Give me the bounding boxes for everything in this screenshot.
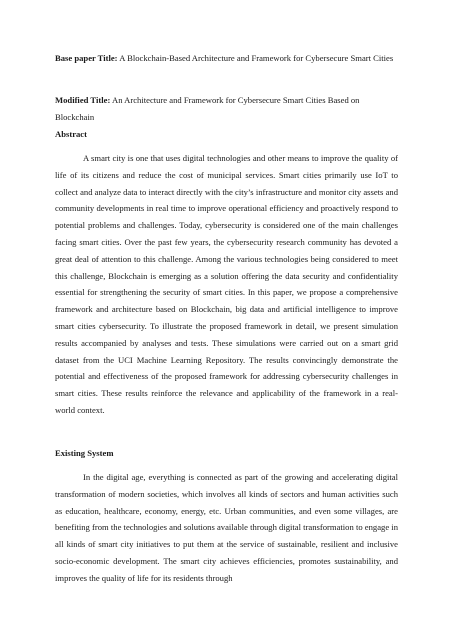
base-paper-text: A Blockchain-Based Architecture and Framework for Cybersecure Smart Cities: [119, 53, 394, 63]
base-paper-title: [55, 50, 398, 67]
base-paper-label: Base paper Title:: [55, 53, 118, 63]
existing-system-heading: Existing System: [55, 448, 114, 458]
modified-title: [55, 92, 398, 126]
abstract-paragraph: A smart city is one that uses digital technologies and other means to improve the quality of life of its citizens and reduce the cost of municipal services. Smart cities primarily use IoT to collect and analyze data to interact directly with the city’s infrastructure and monitor city assets and community developments in real time to improve operational efficiency and proactively respond to potential problems and challenges. Today, cybersecurity is considered one of the main challenges facing smart cities. Over the past few years, the cybersecurity research community has devoted a great deal of attention to this challenge. Among the various technologies being considered to meet this challenge, Blockchain is emerging as a solution offering the data security and confidentiality essential for strengthening the security of smart cities. In this paper, we propose a comprehensive framework and architecture based on Blockchain, big data and artificial intelligence to improve smart cities cybersecurity. To illustrate the proposed framework in detail, we present simulation results accompanied by analyses and tests. These simulations were carried out on a smart grid dataset from the UCI Machine Learning Repository. The results convincingly demonstrate the potential and effectiveness of the proposed framework for addressing cybersecurity challenges in smart cities. These results reinforce the relevance and applicability of the framework in a real-world context.: [55, 153, 398, 415]
existing-system-paragraph: In the digital age, everything is connected as part of the growing and accelerating digital transformation of modern societies, which involves all kinds of sectors and human activities such as education, healthcare, economy, energy, etc. Urban communities, and even some villages, are benefiting from the technologies and solutions available through digital transformation to engage in all kinds of smart city initiatives to put them at the service of sustainable, resilient and inclusive socio-economic development. The smart city achieves efficiencies, promotes sustainability, and improves the quality of life for its residents through: [55, 472, 398, 583]
modified-title-label: Modified Title:: [55, 95, 111, 105]
modified-title-text: An Architecture and Framework for Cybersecure Smart Cities Based on Blockchain: [55, 95, 360, 122]
abstract-heading: Abstract: [55, 129, 87, 139]
